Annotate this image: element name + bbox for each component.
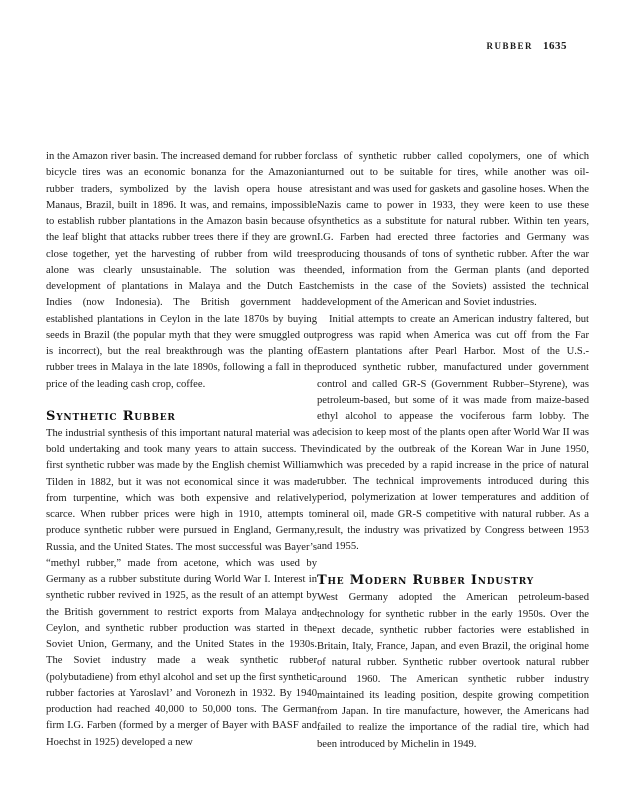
section-heading-modern-rubber-industry: The Modern Rubber Industry (317, 573, 535, 589)
right-column (317, 149, 589, 753)
paragraph: The industrial synthesis of this important natural material was a bold undertaking and took many years to attain success. The first synthetic rubber was made by the English chemist William Tilden in 1882, but it was not economical since it was made from turpentine, which was both expensive and relatively scarce. When rubber prices were high in 1910, attempts to produce synthetic rubber were pursued in England, Germany, Russia, and the United States. The most successful was Bayer’s “methyl rubber,” made from acetone, which was used by Germany as a rubber substitute during World War I. Interest in synthetic rubber revived in 1925, as the result of an attempt by the British government to restrict exports from Malaya and Ceylon, and synthetic rubber production was started in the Soviet Union, Germany, and the United States in the 1930s. The Soviet industry made a weak synthetic rubber (polybutadiene) from ethyl alcohol and set up the first synthetic rubber factories at Yaroslavl’ and Voronezh in 1932. By 1940 production had reached 40,000 to 50,000 tons. The German firm I.G. Farben (formed by a merger of Bayer with BASF and Hoechst in 1925) developed a new (46, 427, 317, 748)
page-number: 1635 (543, 40, 567, 52)
paragraph: Initial attempts to create an American industry faltered, but progress was rapid when America was cut off from the Far Eastern plantations after Pearl Harbor. Most of the U.S.-produced synthetic rubber, manufactured under government control and called GR-S (Government Rubber–Styrene), was petroleum-based, but some of it was made from maize-based ethyl alcohol to appease the vociferous farm lobby. The decision to keep most of the plants open after World War II was vindicated by the outbreak of the Korean War in June 1950, which was preceded by a rapid increase in the price of natural rubber. The technical improvements introduced during this period, polymerization at lower temperatures and addition of mineral oil, made GR-S competitive with natural rubber. As a result, the industry was privatized by Congress between 1953 and 1955. (317, 313, 589, 552)
left-column (46, 149, 317, 751)
running-head (486, 36, 567, 54)
running-head-section: RUBBER (486, 41, 533, 51)
paragraph: West Germany adopted the American petroleum-based technology for synthetic rubber in the early 1950s. Over the next decade, synthetic rubber factories were established in Britain, Italy, France, Japan, and even Brazil, the original home of natural rubber. Synthetic rubber overtook natural rubber around 1960. The American synthetic rubber industry maintained its leading position, despite growing competition from Japan. In tire manufacture, however, the Americans had failed to realize the importance of the radial tire, which had been introduced by Michelin in 1949. (317, 592, 589, 750)
paragraph: class of synthetic rubber called copolymers, one of which turned out to be suitable for tires, while another was oil-resistant and was used for gaskets and gasoline hoses. When the Nazis came to power in 1933, they were keen to use these synthetics as a substitute for natural rubber. Within ten years, I.G. Farben had erected three factories and Germany was producing thousands of tons of synthetic rubber. After the war ended, information from the German plants (and deported chemists in the case of the Soviets) assisted the technical development of the American and Soviet industries. (317, 151, 589, 309)
section-heading-synthetic-rubber: Synthetic Rubber (46, 408, 176, 424)
paragraph: in the Amazon river basin. The increased demand for rubber for bicycle tires was an economic bonanza for the Amazonian rubber traders, symbolized by the lavish opera house at Manaus, Brazil, built in 1896. It was, and remains, impossible to establish rubber plantations in the Amazon basin because of the leaf blight that attacks rubber trees there if they are grown close together, yet the harvesting of rubber from wild trees alone was clearly unsustainable. The solution was the development of plantations in Malaya and the Dutch East Indies (now Indonesia). The British government had established plantations in Ceylon in the late 1870s by buying seeds in Brazil (the popular myth that they were smuggled out is incorrect), but the real breakthrough was the planting of rubber trees in Malaya in the late 1890s, following a fall in the price of the leading cash crop, coffee. (46, 151, 317, 390)
